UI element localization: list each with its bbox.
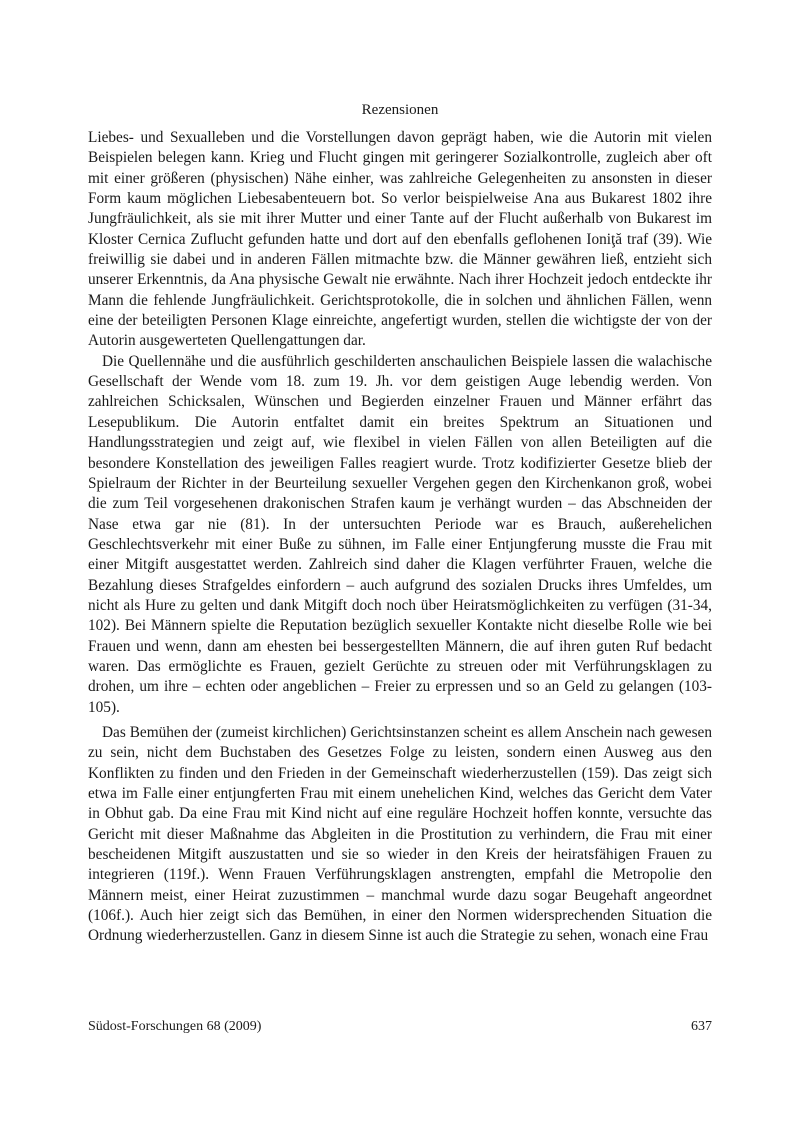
paragraph-1: Liebes- und Sexualleben und die Vorstellungen davon geprägt haben, wie die Autorin mit vielen Beispielen belegen kann. Krieg und Flucht gingen mit geringerer Sozialkontrolle, zugleich aber oft mit einer größeren (physischen) Nähe einher, was zahlreiche Gelegenheiten zu ansonsten in dieser Form kaum möglichen Liebesabenteuern bot. So verlor beispielweise Ana aus Bukarest 1802 ihre Jungfräulichkeit, als sie mit ihrer Mutter und einer Tante auf der Flucht außerhalb von Bukarest im Kloster Cernica Zuflucht gefunden hatte und dort auf den ebenfalls geflohenen Ioniţă traf (39). Wie freiwillig sie dabei und in anderen Fällen mitmachte bzw. die Männer gewähren ließ, entzieht sich unserer Erkenntnis, da Ana physische Gewalt nie erwähnte. Nach ihrer Hochzeit jedoch entdeckte ihr Mann die fehlende Jungfräulichkeit. Gerichtsprotokolle, die in solchen und ähnlichen Fällen, wenn eine der beteiligten Personen Klage einreichte, angefertigt wurden, stellen die wichtigste der von der Autorin ausgewerteten Quellengattungen dar. (88, 129, 712, 350)
page-number: 637 (691, 1019, 712, 1034)
running-header: Rezensionen (361, 102, 439, 118)
body-text (88, 128, 712, 947)
paragraph-2: Die Quellennähe und die ausführlich geschilderten anschaulichen Beispiele lassen die walachische Gesellschaft der Wende vom 18. zum 19. Jh. vor dem geistigen Auge lebendig werden. Von zahlreichen Schicksalen, Wünschen und Begierden einzelner Frauen und Männer erfährt das Lesepublikum. Die Autorin entfaltet damit ein breites Spektrum an Situationen und Handlungsstrategien und zeigt auf, wie flexibel in vielen Fällen von allen Beteiligten auf die besondere Konstellation des jeweiligen Falles reagiert wurde. Trotz kodifizierter Gesetze blieb der Spielraum der Richter in der Beurteilung sexueller Vergehen gegen den Kirchenkanon groß, wobei die zum Teil vorgesehenen drakonischen Strafen kaum je verhängt wurden – das Abschneiden der Nase etwa gar nie (81). In der untersuchten Periode war es Brauch, außerehelichen Geschlechtsverkehr mit einer Buße zu sühnen, im Falle einer Entjungferung musste die Frau mit einer Mitgift ausgestattet werden. Zahlreich sind daher die Klagen verführter Frauen, welche die Bezahlung dieses Strafgeldes einfordern – auch aufgrund des sozialen Drucks ihres Umfeldes, um nicht als Hure zu gelten und dank Mitgift doch noch über Heiratsmöglichkeiten zu verfügen (31-34, 102). Bei Männern spielte die Reputation bezüglich sexueller Kontakte nicht dieselbe Rolle wie bei Frauen und wenn, dann am ehesten bei bessergestellten Männern, die auf ihren guten Ruf bedacht waren. Das ermöglichte es Frauen, gezielt Gerüchte zu streuen oder mit Verführungsklagen zu drohen, um ihre – echten oder angeblichen – Freier zu erpressen und so an Geld zu gelangen (103-105). (88, 352, 712, 716)
paragraph-3: Das Bemühen der (zumeist kirchlichen) Gerichtsinstanzen scheint es allem Anschein nach gewesen zu sein, nicht dem Buchstaben des Gesetzes Folge zu leisten, sondern einen Ausweg aus den Konflikten zu finden und den Frieden in der Gemeinschaft wiederherzustellen (159). Das zeigt sich etwa im Falle einer entjungferten Frau mit einem unehelichen Kind, welches das Gericht dem Vater in Obhut gab. Da eine Frau mit Kind nicht auf eine reguläre Hochzeit hoffen konnte, versuchte das Gericht mit dieser Maßnahme das Abgleiten in die Prostitution zu verhindern, die Frau mit einer bescheidenen Mitgift auszustatten und sie so wieder in den Kreis der heiratsfähigen Frauen zu integrieren (119f.). Wenn Frauen Verführungsklagen anstrengten, empfahl die Metropolie den Männern meist, einer Heirat zuzustimmen – manchmal wurde dazu sogar Beugehaft angeordnet (106f.). Auch hier zeigt sich das Bemühen, in einer den Normen widersprechenden Situation die Ordnung wiederherzustellen. Ganz in diesem Sinne ist auch die Strategie zu sehen, wonach eine Frau (88, 723, 712, 945)
journal-citation: Südost-Forschungen 68 (2009) (88, 1019, 262, 1034)
